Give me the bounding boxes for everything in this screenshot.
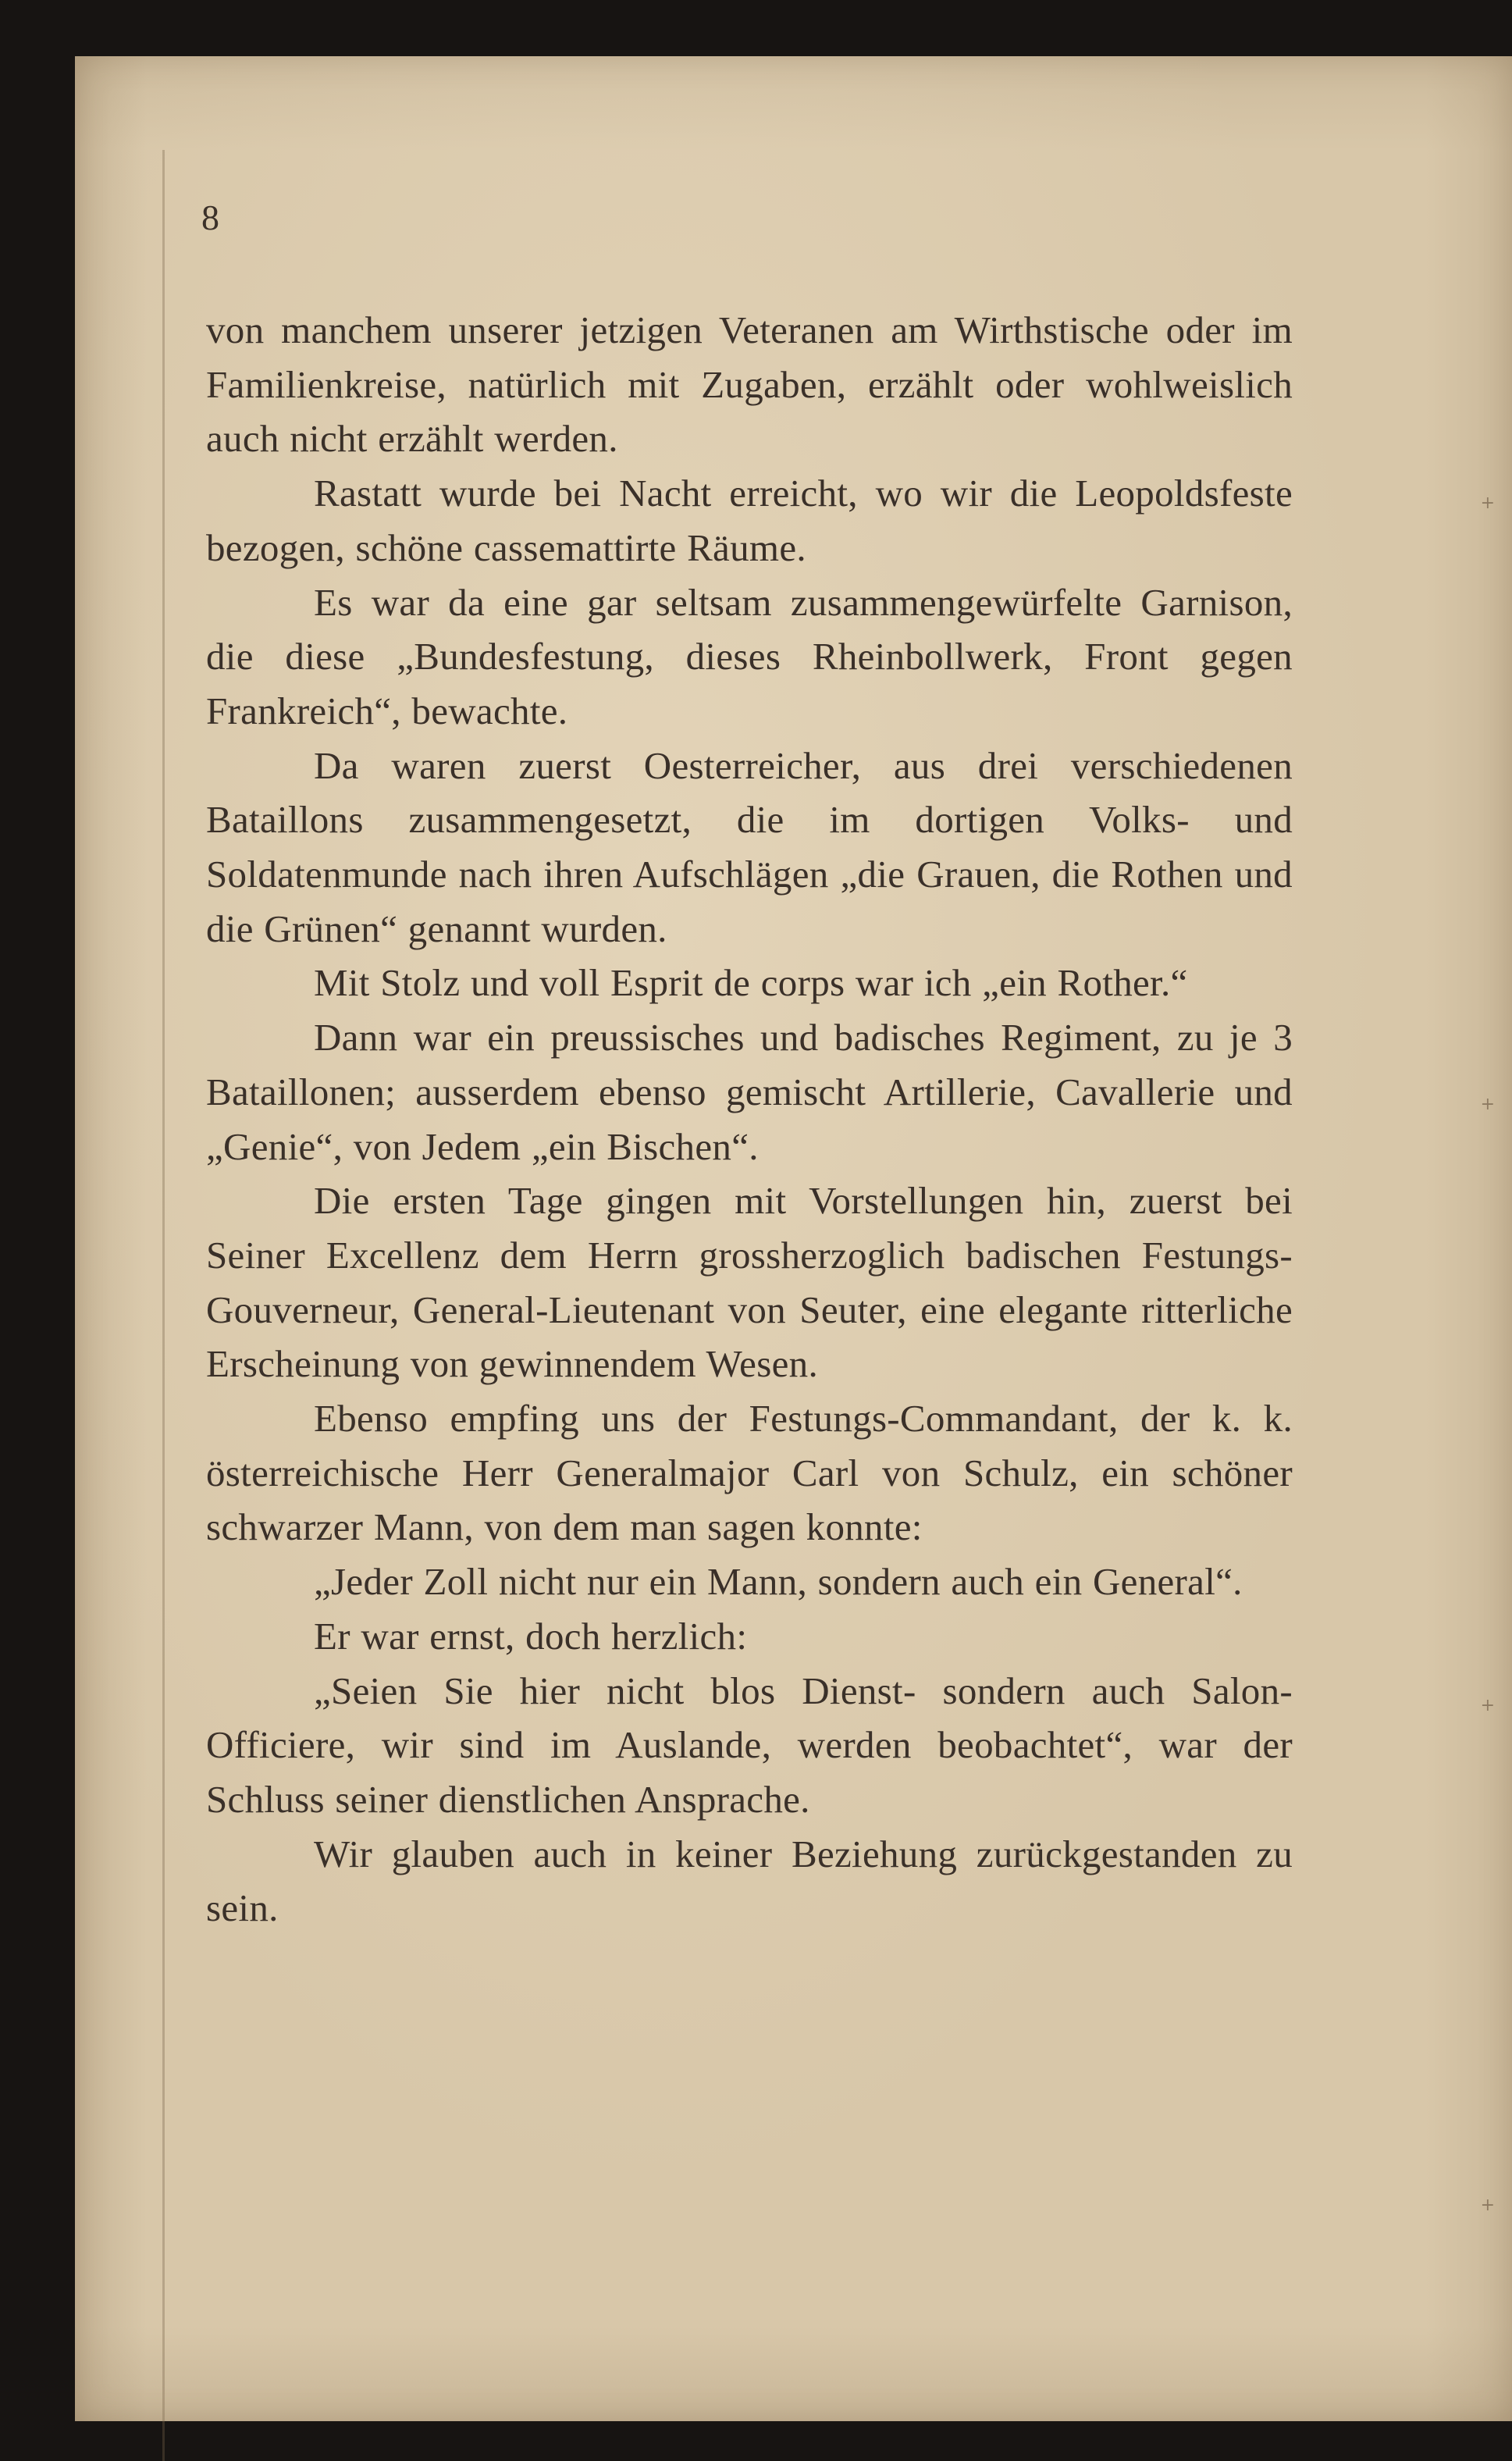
body-text [206, 303, 1293, 1936]
margin-mark: + [1480, 2196, 1495, 2215]
margin-mark: + [1480, 493, 1495, 513]
paragraph: Es war da eine gar seltsam zusammengewürfelte Garnison, die diese „Bundesfestung, dieses Rheinbollwerk, Front gegen Frankreich“, bewachte. [206, 580, 1293, 732]
margin-mark: + [1480, 1696, 1495, 1715]
paragraph: Die ersten Tage gingen mit Vorstellungen hin, zuerst bei Seiner Excellenz dem Herrn grossherzoglich badischen Festungs-Gouverneur, General-Lieutenant von Seuter, eine elegante ritterliche Erscheinung von gewinnendem Wesen. [206, 1179, 1293, 1386]
binding-gutter [162, 150, 165, 2461]
page-number: 8 [201, 198, 219, 237]
paragraph: Rastatt wurde bei Nacht erreicht, wo wir die Leopoldsfeste bezogen, schöne cassemattirte Räume. [206, 472, 1293, 569]
paragraph: „Seien Sie hier nicht blos Dienst- sondern auch Salon-Officiere, wir sind im Auslande, werden beobachtet“, war der Schluss seiner dienstlichen Ansprache. [206, 1669, 1293, 1821]
margin-mark: + [1480, 1095, 1495, 1114]
paragraph: von manchem unserer jetzigen Veteranen am Wirthstische oder im Familienkreise, natürlich mit Zugaben, erzählt oder wohlweislich auch nicht erzählt werden. [206, 308, 1293, 461]
paragraph: „Jeder Zoll nicht nur ein Mann, sondern auch ein General“. [314, 1560, 1243, 1604]
paragraph: Da waren zuerst Oesterreicher, aus drei verschiedenen Bataillons zusammengesetzt, die im dortigen Volks- und Soldatenmunde nach ihren Aufschlägen „die Grauen, die Rothen und die Grünen“ genannt wurden. [206, 743, 1293, 950]
paragraph: Mit Stolz und voll Esprit de corps war ich „ein Rother.“ [314, 961, 1188, 1005]
paragraph: Ebenso empfing uns der Festungs-Commandant, der k. k. österreichische Herr Generalmajor Carl von Schulz, ein schöner schwarzer Mann, von dem man sagen konnte: [206, 1397, 1293, 1549]
paragraph: Dann war ein preussisches und badisches Regiment, zu je 3 Bataillonen; ausserdem ebenso gemischt Artillerie, Cavallerie und „Genie“, von Jedem „ein Bischen“. [206, 1016, 1293, 1168]
paragraph: Er war ernst, doch herzlich: [314, 1614, 748, 1658]
paragraph: Wir glauben auch in keiner Beziehung zurückgestanden zu sein. [206, 1832, 1293, 1930]
